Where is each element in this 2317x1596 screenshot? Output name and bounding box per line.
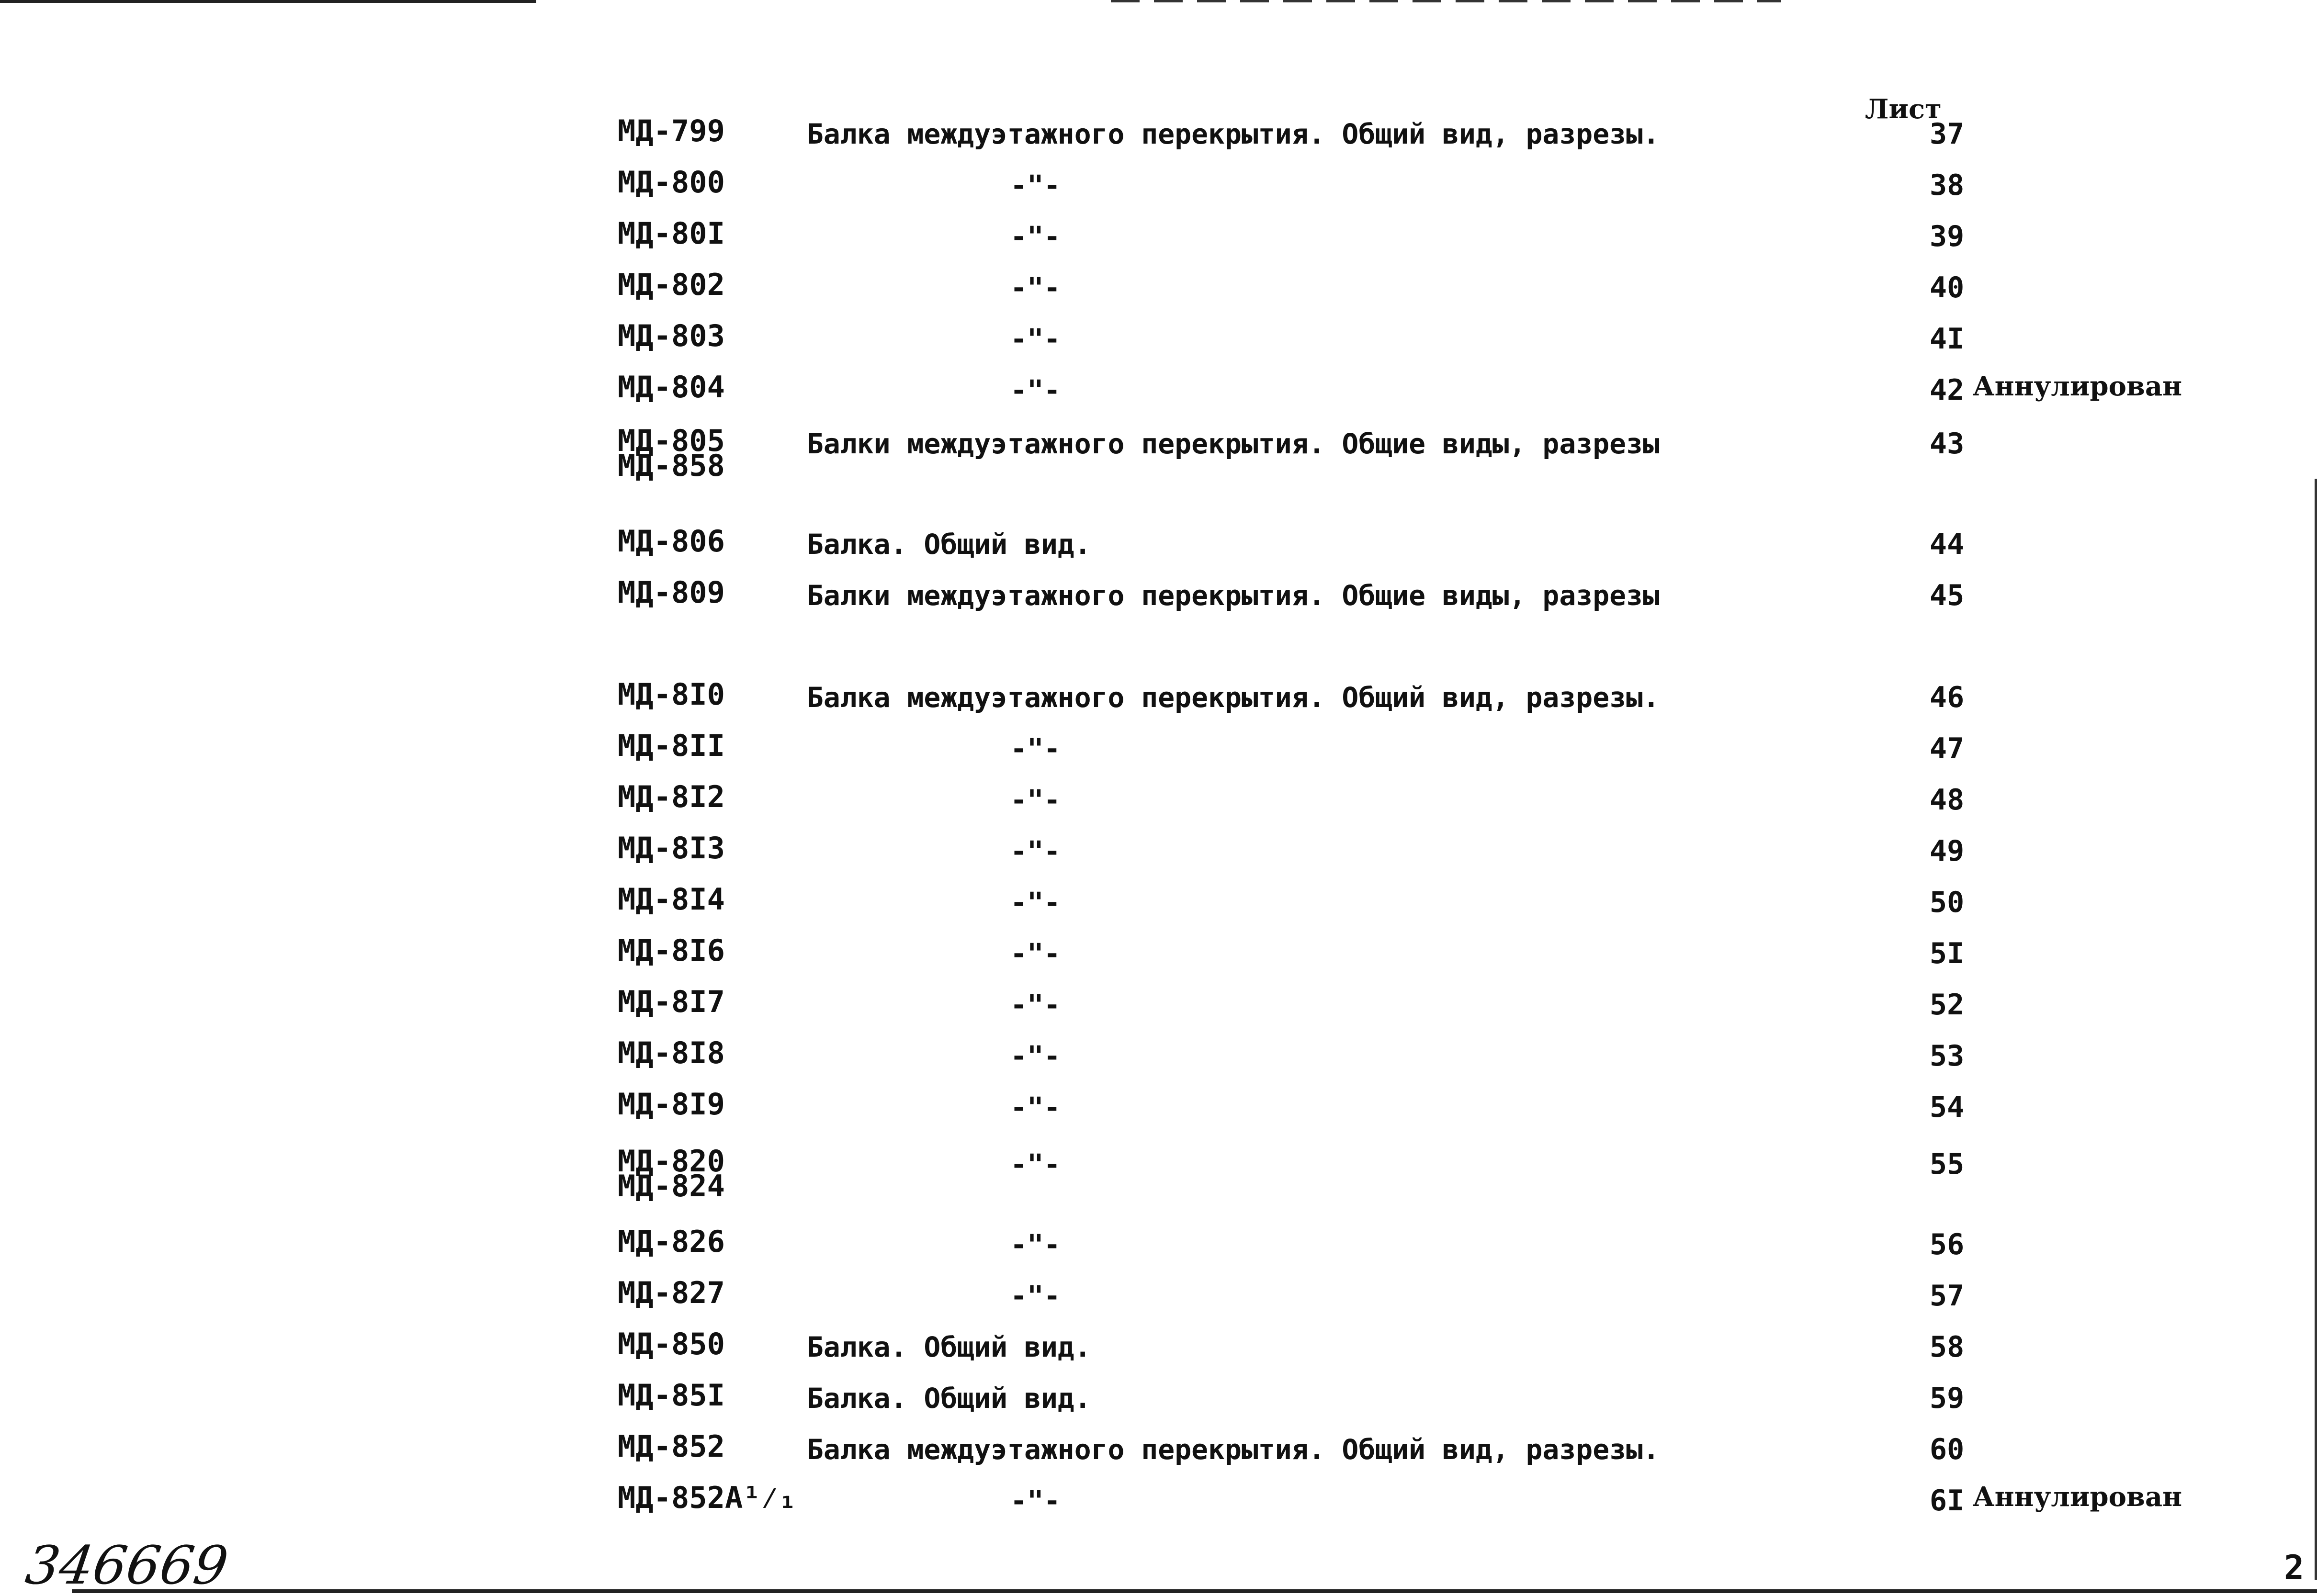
drawing-code: МД-809 [618,575,725,610]
list-row [0,1378,2317,1426]
list-row [0,1480,2317,1529]
drawing-code: МД-804 [618,370,725,405]
drawing-code: МД-8I9 [618,1087,725,1122]
sheet-number: 40 [1930,271,1965,304]
ditto-mark: -"- [1010,784,1061,816]
list-row [0,370,2317,418]
list-row [0,831,2317,879]
sheet-number: 47 [1930,732,1965,765]
list-row [0,216,2317,264]
ditto-mark: -"- [1010,220,1061,253]
list-row [0,524,2317,572]
annulled-note: Аннулирован [1973,1481,2182,1513]
list-row [0,318,2317,367]
sheet-number: 37 [1930,117,1965,151]
drawing-description: Балка междуэтажного перекрытия. Общий вид, разрезы. [807,118,1660,150]
drawing-code: МД-85I [618,1378,725,1413]
ditto-mark: -"- [1010,271,1061,304]
sheet-number: 5I [1930,937,1965,970]
sheet-number: 55 [1930,1147,1965,1181]
sheet-number: 6I [1930,1484,1965,1517]
drawing-code: МД-8I0 [618,677,725,712]
drawing-code: МД-8I8 [618,1035,725,1070]
list-row [0,267,2317,315]
annulled-note: Аннулирован [1973,371,2182,402]
ditto-mark: -"- [1010,1484,1061,1517]
page-number: 2 [2284,1548,2305,1587]
drawing-description: Балка. Общий вид. [807,1331,1091,1363]
drawing-code: МД-8I6 [618,933,725,968]
drawing-code: МД-852А¹⁄₁ [618,1480,797,1515]
list-row [0,728,2317,776]
sheet-number: 50 [1930,886,1965,919]
list-row [0,1144,2317,1203]
drawing-description: Балка. Общий вид. [807,1382,1091,1415]
drawing-code: МД-8I4 [618,882,725,917]
drawing-code: МД-852 [618,1429,725,1464]
sheet-number: 49 [1930,834,1965,868]
ditto-mark: -"- [1010,886,1061,919]
top-scan-artifact [1111,0,1781,2]
list-row [0,113,2317,162]
drawing-description: Балка междуэтажного перекрытия. Общий вид, разрезы. [807,681,1660,714]
list-row [0,882,2317,930]
sheet-number: 52 [1930,988,1965,1022]
list-row [0,1429,2317,1477]
handwritten-inventory-number: 346669 [22,1535,232,1596]
ditto-mark: -"- [1010,169,1061,202]
sheet-number: 54 [1930,1090,1965,1124]
sheet-column-header: Лист [1865,93,1942,125]
drawing-code: МД-806 [618,524,725,559]
sheet-number: 38 [1930,169,1965,202]
ditto-mark: -"- [1010,732,1061,765]
drawing-code: МД-850 [618,1326,725,1361]
list-row [0,779,2317,828]
drawing-code: МД-827 [618,1275,725,1310]
sheet-number: 44 [1930,528,1965,561]
ditto-mark: -"- [1010,1040,1061,1072]
drawing-description: Балка. Общий вид. [807,528,1091,561]
sheet-number: 39 [1930,220,1965,253]
ditto-mark: -"- [1010,1280,1061,1312]
sheet-number: 43 [1930,427,1965,461]
list-row [0,933,2317,981]
drawing-code: МД-8I7 [618,984,725,1019]
list-row [0,575,2317,623]
ditto-mark: -"- [1010,1091,1061,1124]
sheet-number: 42 [1930,373,1965,407]
list-row [0,1326,2317,1375]
sheet-number: 57 [1930,1279,1965,1313]
drawing-code: МД-8II [618,728,725,763]
list-row [0,1087,2317,1135]
sheet-number: 45 [1930,579,1965,612]
drawing-code: МД-80I [618,216,725,251]
sheet-number: 58 [1930,1330,1965,1364]
drawing-code: МД-803 [618,318,725,353]
drawing-code: МД-799 [618,113,725,148]
sheet-number: 46 [1930,681,1965,714]
drawing-description: Балка междуэтажного перекрытия. Общий вид, разрезы. [807,1433,1660,1466]
list-row [0,1224,2317,1272]
ditto-mark: -"- [1010,323,1061,355]
drawing-code: МД-826 [618,1224,725,1259]
sheet-number: 48 [1930,783,1965,817]
list-row [0,1275,2317,1324]
drawing-description: Балки междуэтажного перекрытия. Общие виды, разрезы [807,427,1660,460]
sheet-number: 60 [1930,1433,1965,1466]
list-row [0,165,2317,213]
ditto-mark: -"- [1010,835,1061,867]
drawing-description: Балки междуэтажного перекрытия. Общие виды, разрезы [807,579,1660,612]
sheet-number: 53 [1930,1039,1965,1073]
drawing-code: МД-800 [618,165,725,200]
drawing-code: МД-8I2 [618,779,725,814]
ditto-mark: -"- [1010,1148,1061,1180]
top-border-line [0,0,536,3]
ditto-mark: -"- [1010,989,1061,1021]
drawing-code: МД-802 [618,267,725,302]
drawing-code: МД-8I3 [618,831,725,865]
ditto-mark: -"- [1010,374,1061,406]
sheet-number: 4I [1930,322,1965,356]
list-row [0,1035,2317,1084]
list-row [0,984,2317,1033]
drawing-code: МД-820 МД-824 [618,1144,725,1203]
ditto-mark: -"- [1010,1228,1061,1261]
list-row [0,677,2317,725]
bottom-border-line [72,1589,2317,1593]
sheet-number: 59 [1930,1382,1965,1415]
list-row [0,423,2317,483]
ditto-mark: -"- [1010,937,1061,970]
sheet-number: 56 [1930,1228,1965,1261]
drawing-code: МД-805 МД-858 [618,423,725,483]
